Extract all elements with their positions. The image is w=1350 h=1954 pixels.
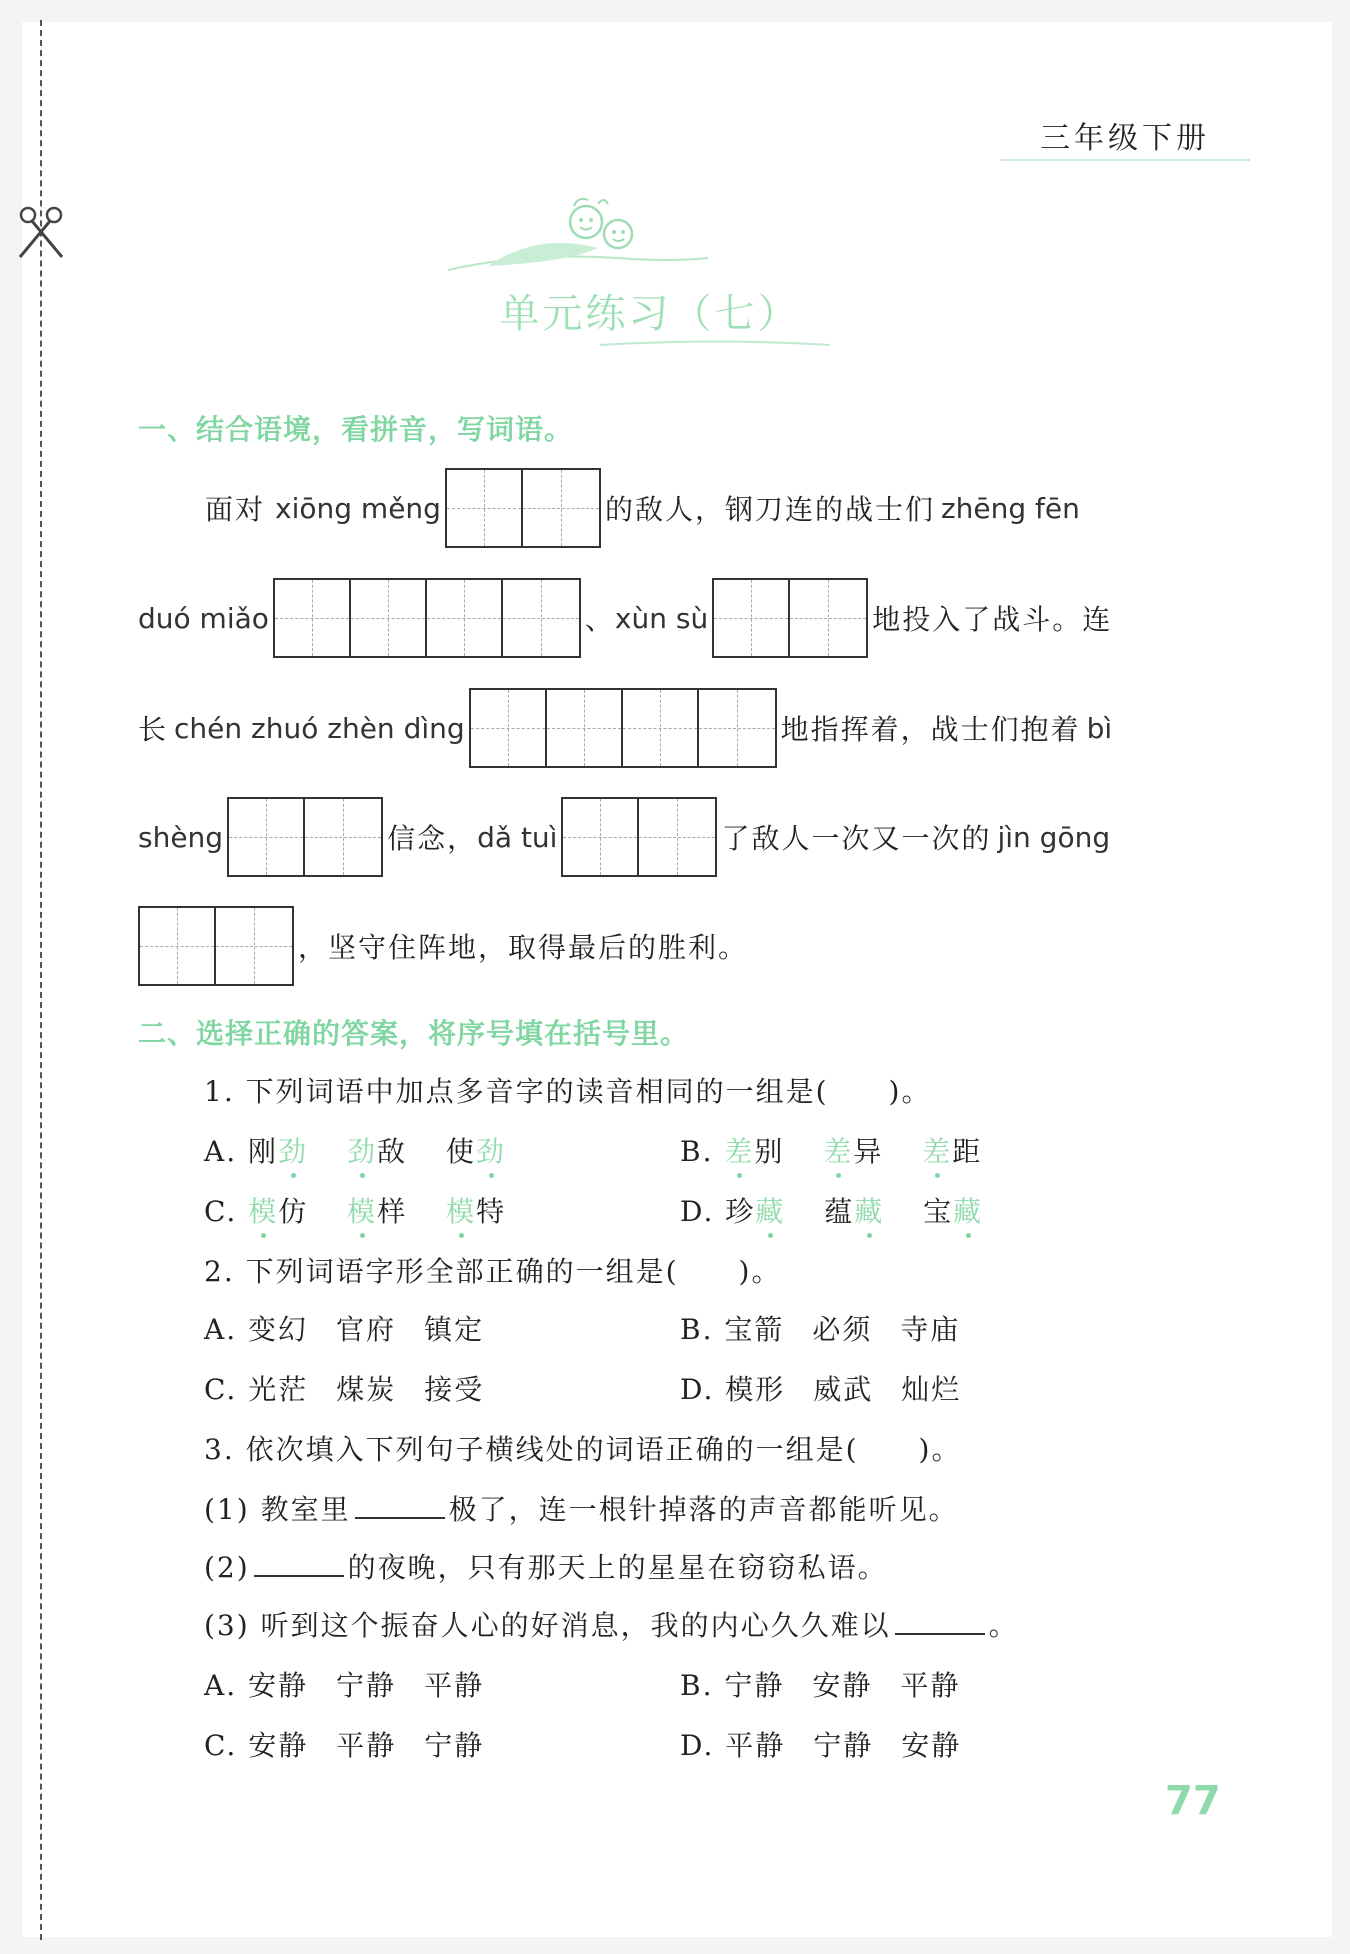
question-2: 2. 下列词语字形全部正确的一组是( )。 — [204, 1255, 782, 1288]
option-1B[interactable]: B. 差别 差异 差距 — [680, 1130, 1010, 1170]
fill-line-5 — [138, 906, 748, 986]
text: 面对 — [205, 493, 266, 526]
option-3A[interactable]: A. 安静 宁静 平静 — [204, 1669, 485, 1702]
text: 长 — [138, 713, 169, 746]
section-1-heading: 一、结合语境，看拼音，写词语。 — [138, 413, 574, 446]
fill-line-3 — [138, 688, 1112, 768]
pinyin: bì — [1086, 711, 1113, 745]
option-2D[interactable]: D. 模形 威武 灿烂 — [680, 1373, 962, 1406]
pinyin: xùn sù — [614, 601, 709, 635]
pinyin: zhēng fēn — [940, 491, 1080, 525]
answer-grid-4[interactable] — [469, 688, 777, 768]
pinyin: shèng — [138, 820, 224, 854]
answer-grid-2[interactable] — [227, 797, 383, 877]
question-1: 1. 下列词语中加点多音字的读音相同的一组是( )。 — [204, 1075, 932, 1108]
option-3C[interactable]: C. 安静 平静 宁静 — [204, 1729, 485, 1762]
answer-grid-2[interactable] — [712, 578, 868, 658]
text: 地指挥着，战士们抱着 — [780, 713, 1081, 746]
fill-line-2 — [138, 578, 1112, 658]
answer-grid-2[interactable] — [445, 468, 601, 548]
sentence-3: (3) 听到这个振奋人心的好消息，我的内心久久难以 。 — [204, 1609, 1019, 1642]
answer-blank[interactable] — [895, 1607, 985, 1635]
text: 地投入了战斗。连 — [872, 603, 1113, 636]
pinyin: xiōng měng — [275, 491, 441, 525]
title-underline — [600, 340, 830, 350]
scissors-icon — [16, 205, 68, 261]
option-2B[interactable]: B. 宝箭 必须 寺庙 — [680, 1313, 961, 1346]
text: 、 — [584, 603, 615, 636]
children-illustration-icon — [448, 192, 708, 282]
option-2C[interactable]: C. 光茫 煤炭 接受 — [204, 1373, 485, 1406]
option-1C[interactable]: C. 模仿 模样 模特 — [204, 1190, 534, 1230]
option-1D[interactable]: D. 珍藏 蕴藏 宝藏 — [680, 1190, 1011, 1230]
option-1A[interactable]: A. 刚劲 劲敌 使劲 — [204, 1130, 534, 1170]
sentence-2: (2) 的夜晚，只有那天上的星星在窃窃私语。 — [204, 1551, 888, 1584]
pinyin: dǎ tuì — [477, 820, 558, 854]
text: 了敌人一次又一次的 — [721, 822, 992, 855]
answer-grid-4[interactable] — [273, 578, 581, 658]
fill-line-1 — [205, 468, 1080, 548]
fill-line-4 — [138, 797, 1110, 877]
pinyin: chén zhuó zhèn dìng — [174, 711, 465, 745]
sentence-1: (1) 教室里 极了，连一根针掉落的声音都能听见。 — [204, 1493, 959, 1526]
answer-grid-2[interactable] — [561, 797, 717, 877]
section-2-heading: 二、选择正确的答案，将序号填在括号里。 — [138, 1017, 690, 1050]
answer-blank[interactable] — [355, 1491, 445, 1519]
text: 的敌人，钢刀连的战士们 — [604, 493, 935, 526]
text: ，坚守住阵地，取得最后的胜利。 — [298, 931, 749, 964]
pinyin: jìn gōng — [997, 820, 1111, 854]
option-3B[interactable]: B. 宁静 安静 平静 — [680, 1669, 961, 1702]
question-3: 3. 依次填入下列句子横线处的词语正确的一组是( )。 — [204, 1433, 962, 1466]
option-3D[interactable]: D. 平静 宁静 安静 — [680, 1729, 962, 1762]
page-title: 单元练习（七） — [499, 291, 801, 337]
answer-blank[interactable] — [254, 1549, 344, 1577]
option-2A[interactable]: A. 变幻 官府 镇定 — [204, 1313, 485, 1346]
pinyin: duó miǎo — [138, 601, 269, 635]
cut-line — [40, 20, 42, 1940]
text: 信念， — [387, 822, 478, 855]
answer-grid-2[interactable] — [138, 906, 294, 986]
page-number: 77 — [1165, 1778, 1221, 1824]
grade-label: 三年级下册 — [1000, 113, 1250, 161]
